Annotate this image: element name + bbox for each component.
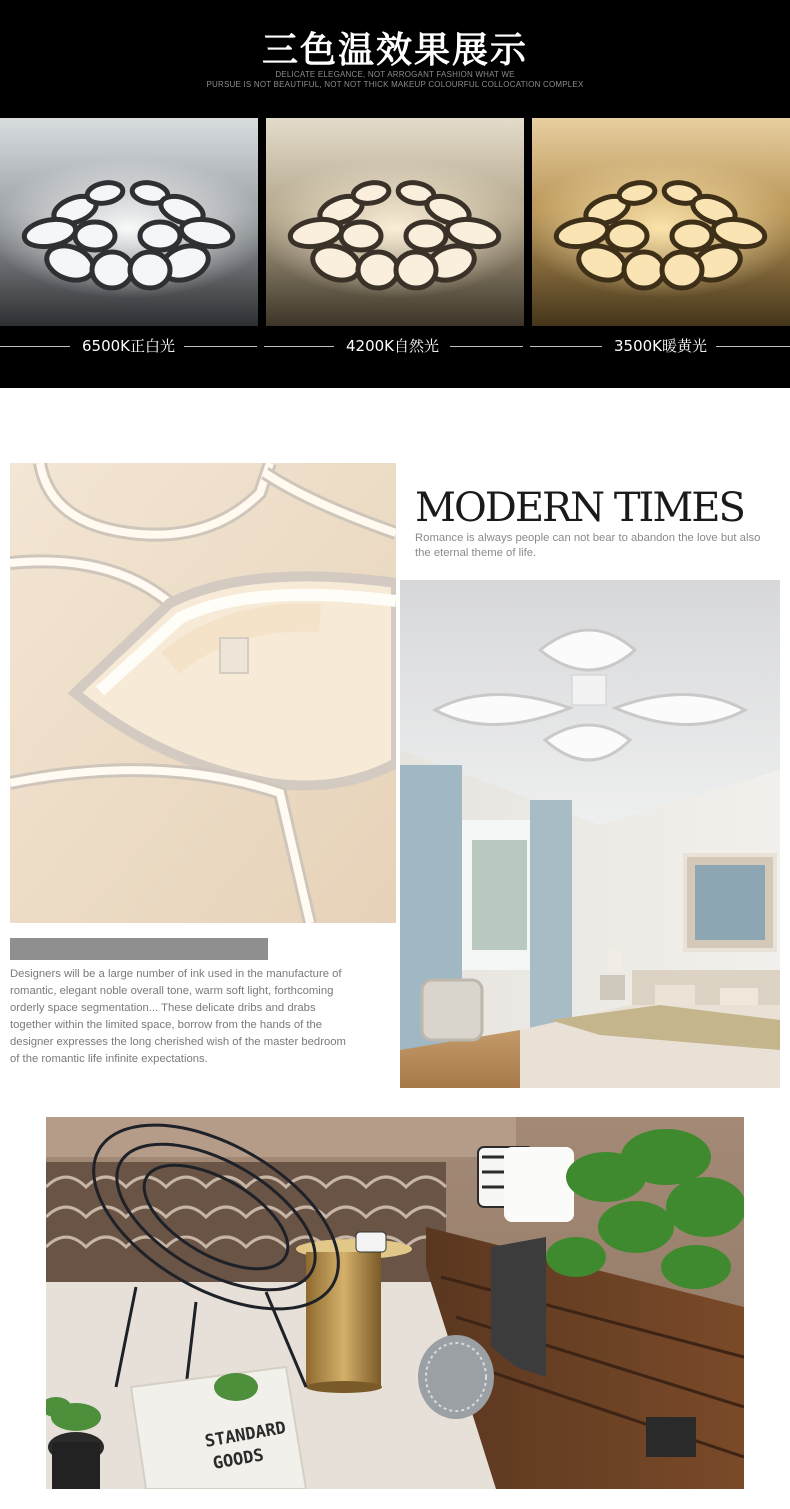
lamp-photo-6500k: [0, 118, 258, 326]
modern-times-heading: MODERN TIMES: [415, 485, 744, 531]
modern-times-text: Romance is always people can not bear to abandon the love but also the eternal theme of life.: [415, 532, 761, 559]
lamp-photo-3500k: [532, 118, 790, 326]
divider: [184, 346, 257, 347]
divider: [0, 346, 70, 347]
temp-label-3500k: 3500K暖黄光: [614, 337, 708, 355]
accent-bar: [10, 938, 268, 960]
banner-subtitle-line2: PURSUE IS NOT BEAUTIFUL, NOT NOT THICK MAKEUP COLOURFUL COLLOCATION COMPLEX: [206, 80, 584, 89]
banner-title: 三色温效果展示: [261, 30, 528, 71]
temp-labels-row: [0, 336, 790, 356]
banner-subtitle-line1: DELICATE ELEGANCE, NOT ARROGANT FASHION WHAT WE: [275, 70, 515, 79]
color-temperature-banner: [0, 0, 790, 388]
temp-label-6500k: 6500K正白光: [82, 337, 176, 355]
bag-text-standard: STANDARD: [203, 1418, 288, 1452]
lamp-closeup-photo: [10, 463, 396, 923]
divider: [264, 346, 334, 347]
divider: [530, 346, 602, 347]
divider: [716, 346, 790, 347]
feature-description: Designers will be a large number of ink used in the manufacture of romantic, elegant noble overall tone, warm soft light, forthcoming orderly space segmentation... These delicate dribs and drabs together within the limited space, borrow from the hands of the designer expresses the long cherished wish of the master bedroom of the romantic life infinite expectations.: [10, 968, 346, 1065]
divider: [450, 346, 523, 347]
temp-label-4200k: 4200K自然光: [346, 337, 440, 355]
lamp-photo-4200k: [266, 118, 524, 326]
bedroom-photo: [400, 580, 780, 1088]
patio-photo: [46, 1117, 744, 1489]
bag-text-goods: GOODS: [211, 1445, 266, 1474]
